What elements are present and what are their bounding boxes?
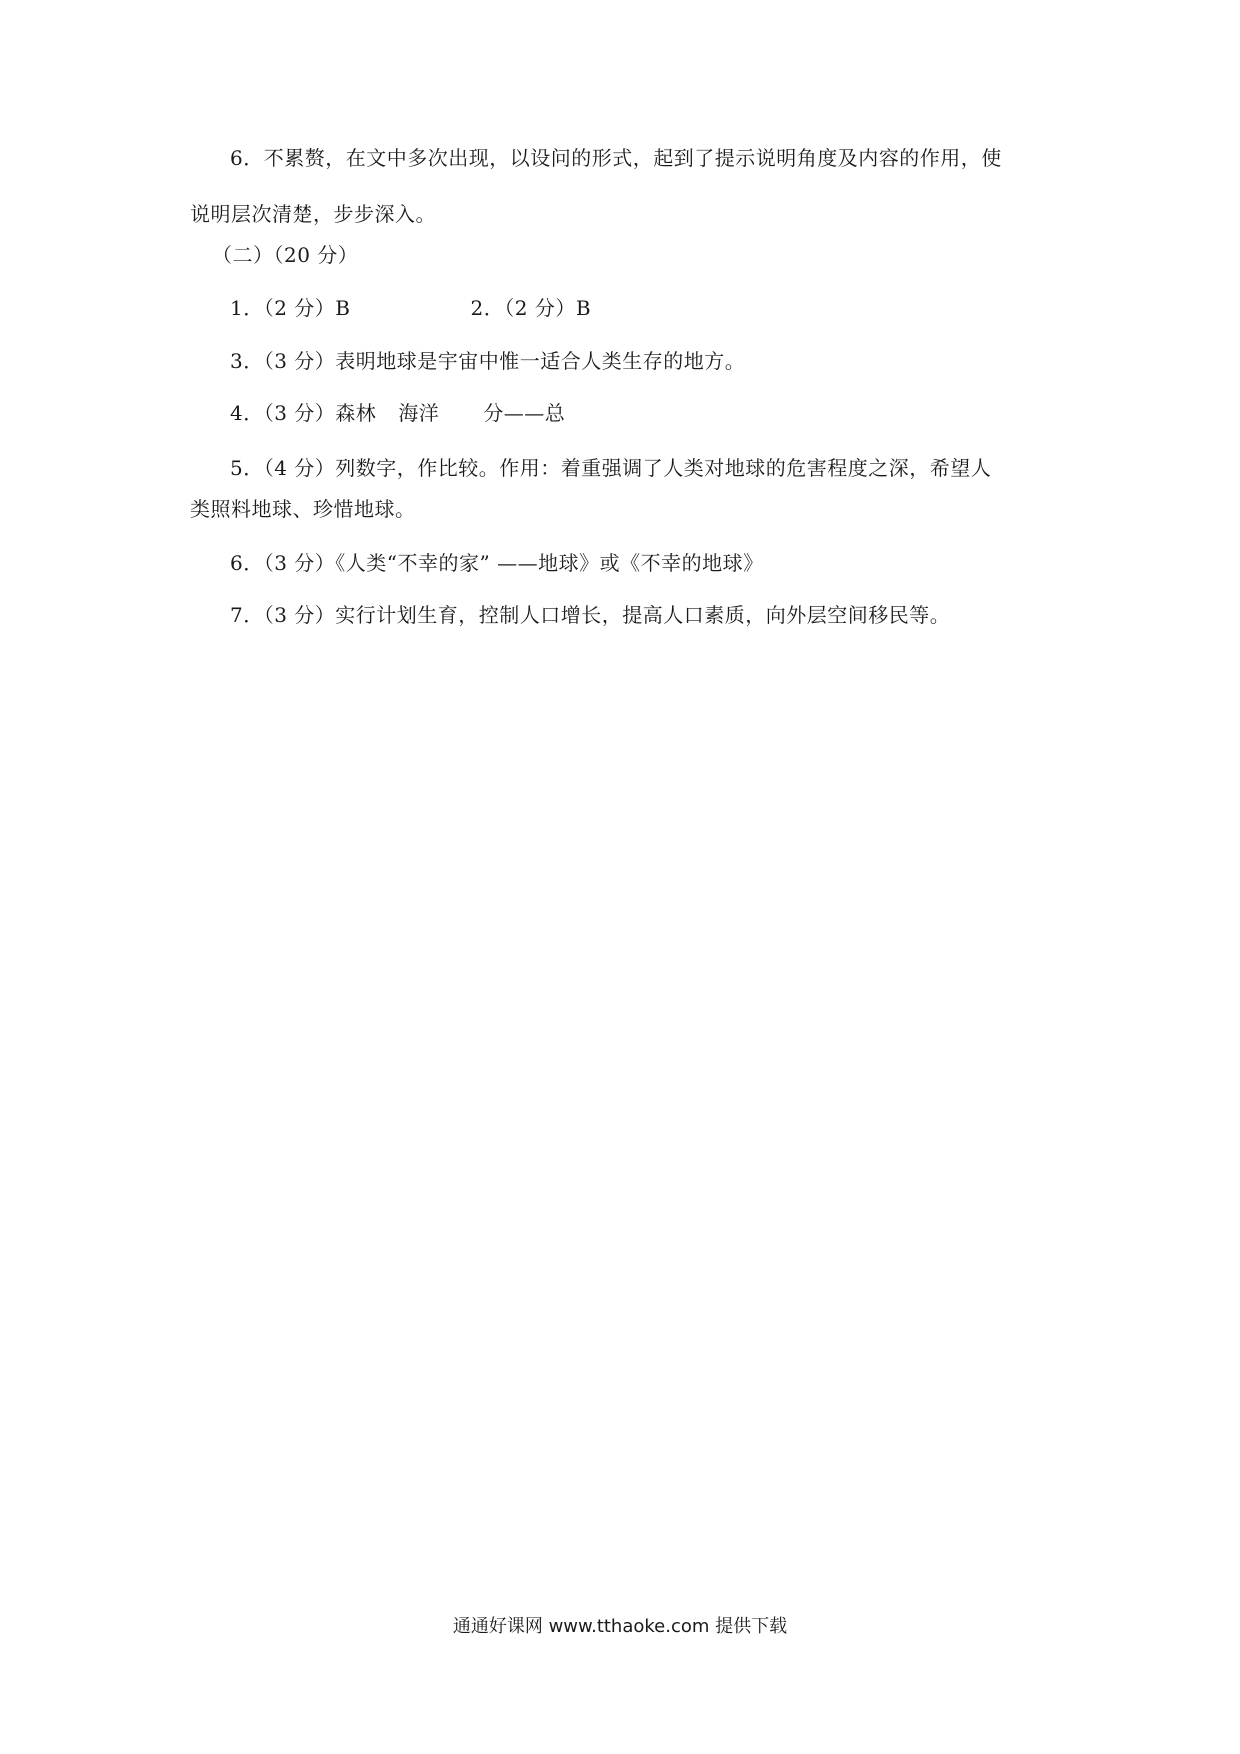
answer-6-line2: 说明层次清楚，步步深入。	[190, 202, 436, 226]
answer-5-line2: 类照料地球、珍惜地球。	[190, 497, 416, 521]
answer-4-part-a: 4．（3 分）森林	[230, 401, 377, 425]
answer-6: 6．（3 分）《人类“不幸的家” ——地球》或《不幸的地球》	[230, 551, 764, 575]
answer-1-2-row	[230, 293, 591, 323]
answer-4-part-c: 分——总	[483, 401, 566, 425]
answer-5-line1: 5．（4 分）列数字，作比较。作用：着重强调了人类对地球的危害程度之深，希望人	[230, 456, 992, 480]
answer-1: 1．（2 分）B	[230, 296, 351, 320]
answer-4-part-b: 海洋	[398, 401, 440, 425]
section-heading: （二）（20 分）	[212, 243, 359, 267]
answer-4-row	[230, 398, 565, 428]
answer-2: 2．（2 分）B	[470, 296, 592, 320]
answer-6-line1: 6．不累赘，在文中多次出现，以设问的形式，起到了提示说明角度及内容的作用，使	[230, 146, 1002, 170]
answer-3: 3．（3 分）表明地球是宇宙中惟一适合人类生存的地方。	[230, 349, 746, 373]
page-footer: 通通好课网 www.tthaoke.com 提供下载	[452, 1616, 788, 1637]
answer-7: 7．（3 分）实行计划生育，控制人口增长，提高人口素质，向外层空间移民等。	[230, 603, 951, 627]
